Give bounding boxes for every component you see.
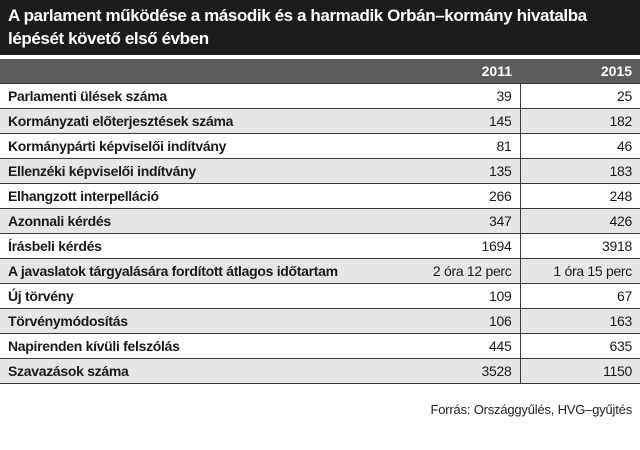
header-label [0, 59, 424, 84]
table-row [0, 309, 640, 334]
value-2015: 183 [520, 159, 640, 184]
value-2011: 3528 [424, 359, 520, 384]
row-label: Napirenden kívüli felszólás [0, 334, 424, 359]
data-table [0, 59, 640, 384]
value-2011: 1694 [424, 234, 520, 259]
value-2015: 25 [520, 84, 640, 109]
table-row [0, 84, 640, 109]
row-label: Írásbeli kérdés [0, 234, 424, 259]
header-2015: 2015 [520, 59, 640, 84]
value-2011: 106 [424, 309, 520, 334]
table-row [0, 109, 640, 134]
chart-title [0, 0, 640, 55]
value-2015: 248 [520, 184, 640, 209]
table-row [0, 259, 640, 284]
table-row [0, 134, 640, 159]
value-2011: 347 [424, 209, 520, 234]
value-2011: 445 [424, 334, 520, 359]
value-2015: 1150 [520, 359, 640, 384]
row-label: Parlamenti ülések száma [0, 84, 424, 109]
row-label: Elhangzott interpelláció [0, 184, 424, 209]
value-2015: 635 [520, 334, 640, 359]
value-2011: 2 óra 12 perc [424, 259, 520, 284]
table-row [0, 184, 640, 209]
table-row [0, 359, 640, 384]
value-2011: 266 [424, 184, 520, 209]
value-2015: 3918 [520, 234, 640, 259]
table-row [0, 284, 640, 309]
chart-title-line-1: A parlament működése a második és a harmadik Orbán–kormány hivatalba [8, 6, 587, 25]
value-2015: 67 [520, 284, 640, 309]
table-row [0, 209, 640, 234]
row-label: Kormánypárti képviselői indítvány [0, 134, 424, 159]
value-2015: 46 [520, 134, 640, 159]
value-2011: 81 [424, 134, 520, 159]
row-label: A javaslatok tárgyalására fordított átlagos időtartam [0, 259, 424, 284]
table-row [0, 234, 640, 259]
value-2011: 39 [424, 84, 520, 109]
source-note: Forrás: Országgyűlés, HVG–gyűjtés [430, 402, 632, 417]
value-2015: 163 [520, 309, 640, 334]
value-2015: 182 [520, 109, 640, 134]
row-label: Kormányzati előterjesztések száma [0, 109, 424, 134]
table-body [0, 84, 640, 384]
row-label: Új törvény [0, 284, 424, 309]
value-2011: 145 [424, 109, 520, 134]
table-header-row [0, 59, 640, 84]
value-2015: 1 óra 15 perc [520, 259, 640, 284]
row-label: Azonnali kérdés [0, 209, 424, 234]
row-label: Törvénymódosítás [0, 309, 424, 334]
row-label: Ellenzéki képviselői indítvány [0, 159, 424, 184]
table-row [0, 334, 640, 359]
value-2015: 426 [520, 209, 640, 234]
value-2011: 109 [424, 284, 520, 309]
row-label: Szavazások száma [0, 359, 424, 384]
header-2011: 2011 [424, 59, 520, 84]
chart-title-line-2: lépését követő első évben [8, 29, 209, 48]
table-row [0, 159, 640, 184]
value-2011: 135 [424, 159, 520, 184]
